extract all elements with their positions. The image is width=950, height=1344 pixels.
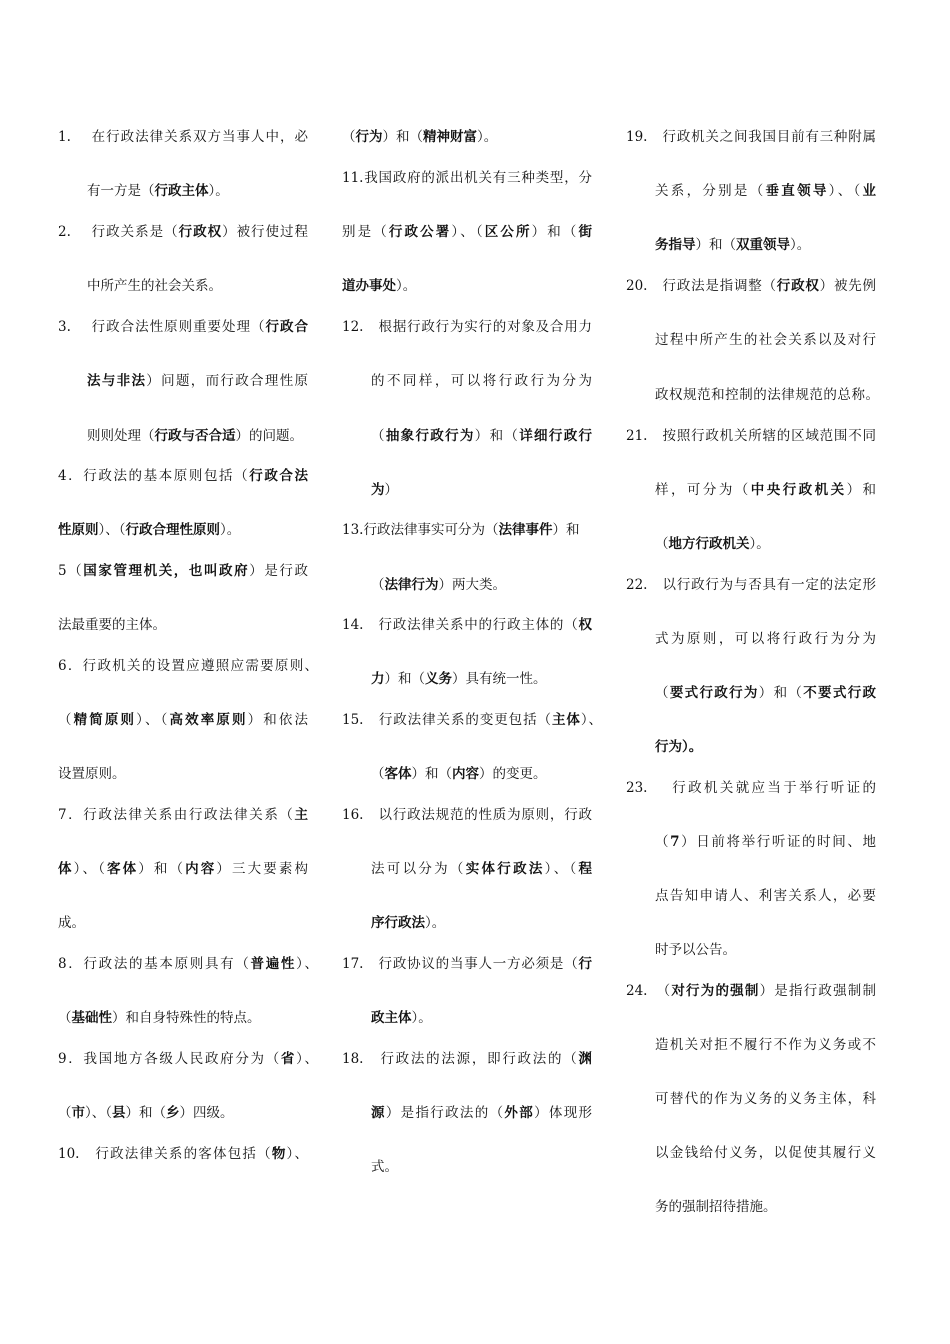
text-line — [655, 1089, 876, 1109]
text-line — [371, 764, 547, 784]
question-text: ）和（ — [138, 861, 186, 877]
question-text: （ — [58, 1010, 72, 1026]
text-line — [342, 317, 592, 337]
question-text: 4．行政法的基本原则包括（ — [58, 468, 250, 484]
text-line — [655, 737, 702, 757]
text-line — [342, 222, 592, 242]
question-text: 设置原则。 — [58, 766, 126, 782]
text-line — [58, 805, 308, 825]
question-text: 时予以公告。 — [655, 942, 736, 958]
question-text: 则则处理（ — [87, 428, 155, 444]
question-text: 有一方是（ — [87, 183, 155, 199]
question-text: 法最重要的主体。 — [58, 617, 166, 633]
answer-text: 双重领导 — [736, 237, 790, 253]
answer-text: 精神财富 — [423, 129, 477, 145]
question-text: ）和（ — [758, 685, 804, 701]
question-text: （ — [371, 577, 385, 593]
question-text: ）、 — [296, 1051, 318, 1067]
answer-text: 主体 — [551, 712, 581, 728]
question-text: ）、 — [296, 956, 319, 972]
answer-text: 行政与否合适 — [154, 428, 236, 444]
text-line — [342, 127, 497, 147]
text-line — [655, 181, 876, 201]
answer-text: 垂直领导 — [765, 183, 829, 199]
text-line — [626, 426, 876, 446]
answer-text: 市 — [71, 1105, 85, 1121]
answer-text: 基础性 — [71, 1010, 112, 1026]
question-text: 18. 行政法的法源，即行政法的（ — [342, 1051, 579, 1067]
answer-text: 精简原则 — [73, 712, 137, 728]
question-text: 过程中所产生的社会关系以及对行 — [655, 332, 876, 348]
question-text: ）。 — [790, 237, 811, 253]
question-text: ）。 — [749, 536, 770, 552]
text-line — [371, 371, 592, 391]
text-line — [371, 913, 445, 933]
question-text: （ — [371, 766, 385, 782]
text-line — [371, 859, 592, 879]
text-line — [655, 832, 876, 852]
question-text: 以金钱给付义务，以促使其履行义 — [655, 1145, 876, 1161]
question-text: 别是（ — [342, 224, 389, 240]
question-text: ）。 — [208, 183, 229, 199]
question-text: 的不同样，可以将行政行为分为 — [371, 373, 592, 389]
answer-text: 内容 — [185, 861, 217, 877]
answer-text: 客体 — [107, 861, 139, 877]
answer-text: 体 — [58, 861, 74, 877]
answer-text: 7 — [670, 834, 680, 850]
answer-text: 乡 — [166, 1105, 180, 1121]
text-line — [626, 981, 876, 1001]
question-text: ）的变更。 — [479, 766, 547, 782]
text-line — [58, 1103, 234, 1123]
question-text: 19. 行政机关之间我国目前有三种附属 — [626, 129, 876, 145]
question-text: 8．行政法的基本原则具有（ — [58, 956, 251, 972]
text-line — [371, 1103, 592, 1123]
text-line — [655, 1035, 876, 1055]
question-text: ）和自身特殊性的特点。 — [112, 1010, 261, 1026]
text-line — [58, 222, 308, 242]
answer-text: 为 — [371, 482, 385, 498]
text-line — [626, 276, 876, 296]
text-line — [655, 1197, 777, 1217]
question-text: 9．我国地方各级人民政府分为（ — [58, 1051, 281, 1067]
answer-text: 省 — [280, 1051, 297, 1067]
question-text: ）是指行政法的（ — [385, 1105, 505, 1121]
text-line — [58, 764, 126, 784]
text-line — [371, 1008, 432, 1028]
question-text: ）和 — [552, 522, 580, 538]
question-text: ）是指行政强制制 — [759, 983, 877, 999]
question-text: 2. 行政关系是（ — [58, 224, 179, 240]
question-text: 11.我国政府的派出机关有三种类型，分 — [342, 170, 592, 186]
text-line — [655, 1143, 876, 1163]
answer-text: 行 — [578, 956, 592, 972]
text-line — [371, 1157, 398, 1177]
question-text: ）、（ — [544, 861, 579, 877]
question-text: 24. （ — [626, 983, 672, 999]
answer-text: 不要式行政 — [803, 685, 877, 701]
answer-text: 法与非法 — [87, 373, 147, 389]
question-text: （ — [342, 129, 356, 145]
question-text: （ — [58, 712, 74, 728]
text-line — [342, 1049, 592, 1069]
text-line — [342, 276, 416, 296]
text-line — [342, 615, 592, 635]
question-text: ）、（ — [828, 183, 863, 199]
text-line — [58, 859, 308, 879]
answer-text: 行政合法 — [249, 468, 308, 484]
answer-text: 源 — [371, 1105, 386, 1121]
text-line — [342, 710, 602, 730]
question-text: ）问题，而行政合理性原 — [146, 373, 309, 389]
question-text: （ — [655, 834, 671, 850]
question-text: 10. 行政法律关系的客体包括（ — [58, 1146, 272, 1162]
answer-text: 权 — [578, 617, 592, 633]
answer-text: 行政权 — [776, 278, 820, 294]
question-text: ）、 — [286, 1146, 309, 1162]
question-text: 12. 根据行政行为实行的对象及合用力 — [342, 319, 592, 335]
answer-text: 务指导 — [655, 237, 696, 253]
question-text: 法可以分为（ — [371, 861, 466, 877]
text-line — [626, 575, 876, 595]
question-text: ）、（ — [451, 224, 485, 240]
question-text: ）被行使过程 — [222, 224, 309, 240]
question-text: ）、 — [580, 712, 602, 728]
question-text: 21. 按照行政机关所辖的区域范围不同 — [626, 428, 876, 444]
text-line — [655, 385, 879, 405]
question-text: ）、（ — [98, 522, 126, 538]
question-text: 13.行政法律事实可分为（ — [342, 522, 499, 538]
answer-text: 国家管理机关，也叫政府 — [83, 563, 250, 579]
text-line — [371, 426, 592, 446]
text-line — [371, 480, 398, 500]
answer-text: 客体 — [384, 766, 412, 782]
question-text: 式为原则，可以将行政行为分为 — [655, 631, 876, 647]
question-text: 16. 以行政法规范的性质为原则，行政 — [342, 807, 592, 823]
text-line — [87, 276, 222, 296]
answer-text: 地方行政机关 — [668, 536, 750, 552]
question-text: ） — [384, 482, 398, 498]
answer-text: 性原则 — [58, 522, 99, 538]
answer-text: 行政公署 — [388, 224, 452, 240]
answer-text: 法律行为 — [384, 577, 439, 593]
question-text: ）和（ — [411, 766, 452, 782]
text-line — [58, 1049, 318, 1069]
question-text: ）和（ — [474, 428, 520, 444]
question-text: 22. 以行政行为与否具有一定的法定形 — [626, 577, 876, 593]
text-line — [655, 683, 876, 703]
text-line — [58, 466, 308, 486]
question-text: （ — [371, 428, 386, 444]
text-line — [655, 886, 876, 906]
question-text: 17. 行政协议的当事人一方必须是（ — [342, 956, 579, 972]
text-line — [342, 168, 592, 188]
text-line — [342, 954, 592, 974]
text-line — [87, 426, 303, 446]
question-text: ）被先例 — [819, 278, 877, 294]
question-text: （ — [655, 685, 670, 701]
answer-text: 内容 — [452, 766, 479, 782]
question-text: 1. 在行政法律关系双方当事人中，必 — [58, 129, 308, 145]
text-line — [342, 805, 592, 825]
question-text: ）。 — [220, 522, 241, 538]
text-line — [342, 520, 579, 540]
question-text: ）三大要素构 — [216, 861, 308, 877]
question-text: ）、（ — [73, 861, 107, 877]
answer-text: 程 — [578, 861, 593, 877]
answer-text: 普遍性 — [250, 956, 297, 972]
question-text: ）、（ — [85, 1105, 112, 1121]
text-line — [58, 710, 308, 730]
question-text: 可替代的作为义务的义务主体，科 — [655, 1091, 876, 1107]
answer-text: 详细行政行 — [519, 428, 593, 444]
answer-text: 力 — [371, 671, 385, 687]
question-text: ）。 — [411, 1010, 432, 1026]
question-text: 20. 行政法是指调整（ — [626, 278, 777, 294]
answer-text: 法律事件 — [498, 522, 553, 538]
question-text: ）日前将举行听证的时间、地 — [679, 834, 877, 850]
question-text: ）两大类。 — [438, 577, 506, 593]
text-line — [371, 669, 547, 689]
text-line — [371, 575, 506, 595]
answer-text: 外部 — [504, 1105, 535, 1121]
text-line — [58, 656, 318, 676]
answer-text: 行政主体 — [154, 183, 209, 199]
question-text: ）。 — [425, 915, 446, 931]
question-text: 式。 — [371, 1159, 398, 1175]
text-line — [58, 127, 308, 147]
text-line — [58, 615, 166, 635]
question-text: （ — [655, 536, 669, 552]
question-text: 7．行政法律关系由行政法律关系（ — [58, 807, 295, 823]
answer-text: 对行为的强制 — [671, 983, 760, 999]
answer-text: 实体行政法 — [465, 861, 545, 877]
question-text: ）是行政 — [249, 563, 308, 579]
question-text: ）的问题。 — [235, 428, 303, 444]
text-line — [655, 330, 876, 350]
answer-text: ）。 — [682, 739, 703, 755]
text-line — [58, 954, 318, 974]
text-line — [58, 1008, 261, 1028]
answer-text: 渊 — [578, 1051, 592, 1067]
question-text: 关系，分别是（ — [655, 183, 766, 199]
question-text: ）和依法 — [247, 712, 308, 728]
answer-text: 道办事处 — [342, 278, 396, 294]
answer-text: 行政权 — [178, 224, 223, 240]
question-text: 造机关对拒不履行不作为义务或不 — [655, 1037, 876, 1053]
answer-text: 义务 — [425, 671, 452, 687]
question-text: 政权规范和控制的法律规范的总称。 — [655, 387, 879, 403]
answer-text: 政主体 — [371, 1010, 412, 1026]
answer-text: 序行政法 — [371, 915, 425, 931]
text-line — [58, 561, 308, 581]
text-line — [655, 480, 876, 500]
question-text: 中所产生的社会关系。 — [87, 278, 222, 294]
answer-text: 行为 — [655, 739, 682, 755]
answer-text: 行政合理性原则 — [125, 522, 220, 538]
text-line — [655, 235, 810, 255]
question-text: （ — [58, 1105, 72, 1121]
question-text: 14. 行政法律关系中的行政主体的（ — [342, 617, 579, 633]
answer-text: 县 — [112, 1105, 126, 1121]
answer-text: 行为 — [355, 129, 383, 145]
question-text: 成。 — [58, 915, 85, 931]
question-text: 样，可分为（ — [655, 482, 751, 498]
question-text: 6．行政机关的设置应遵照应需要原则、 — [58, 658, 318, 674]
question-text: ）和（ — [531, 224, 579, 240]
text-line — [655, 940, 736, 960]
question-text: ）、（ — [136, 712, 170, 728]
answer-text: 物 — [271, 1146, 287, 1162]
text-line — [626, 778, 876, 798]
question-text: ）和（ — [382, 129, 423, 145]
text-line — [58, 317, 308, 337]
answer-text: 抽象行政行为 — [385, 428, 475, 444]
text-line — [58, 1144, 308, 1164]
question-text: ）四级。 — [179, 1105, 234, 1121]
text-line — [655, 629, 876, 649]
answer-text: 街 — [578, 224, 592, 240]
question-text: ）具有统一性。 — [452, 671, 547, 687]
text-line — [87, 371, 308, 391]
question-text: 5（ — [58, 563, 84, 579]
question-text: ）体现形 — [534, 1105, 593, 1121]
question-text: 15. 行政法律关系的变更包括（ — [342, 712, 552, 728]
text-line — [58, 520, 240, 540]
text-line — [87, 181, 229, 201]
answer-text: 中央行政机关 — [750, 482, 847, 498]
text-line — [626, 127, 876, 147]
answer-text: 要式行政行为 — [669, 685, 759, 701]
question-text: 点告知申请人、利害关系人，必要 — [655, 888, 876, 904]
answer-text: 主 — [294, 807, 308, 823]
answer-text: 行政合 — [265, 319, 309, 335]
answer-text: 区公所 — [484, 224, 532, 240]
question-text: ）。 — [396, 278, 417, 294]
text-line — [58, 913, 85, 933]
answer-text: 高效率原则 — [169, 712, 248, 728]
answer-text: 业 — [862, 183, 877, 199]
question-text: 23. 行政机关就应当于举行听证的 — [626, 780, 876, 796]
question-text: ）和（ — [695, 237, 736, 253]
question-text: 3. 行政合法性原则重要处理（ — [58, 319, 266, 335]
question-text: 务的强制招待措施。 — [655, 1199, 777, 1215]
text-line — [655, 534, 770, 554]
question-text: ）。 — [477, 129, 498, 145]
question-text: ）和（ — [384, 671, 425, 687]
question-text: ）和（ — [125, 1105, 166, 1121]
question-text: ）和 — [846, 482, 877, 498]
